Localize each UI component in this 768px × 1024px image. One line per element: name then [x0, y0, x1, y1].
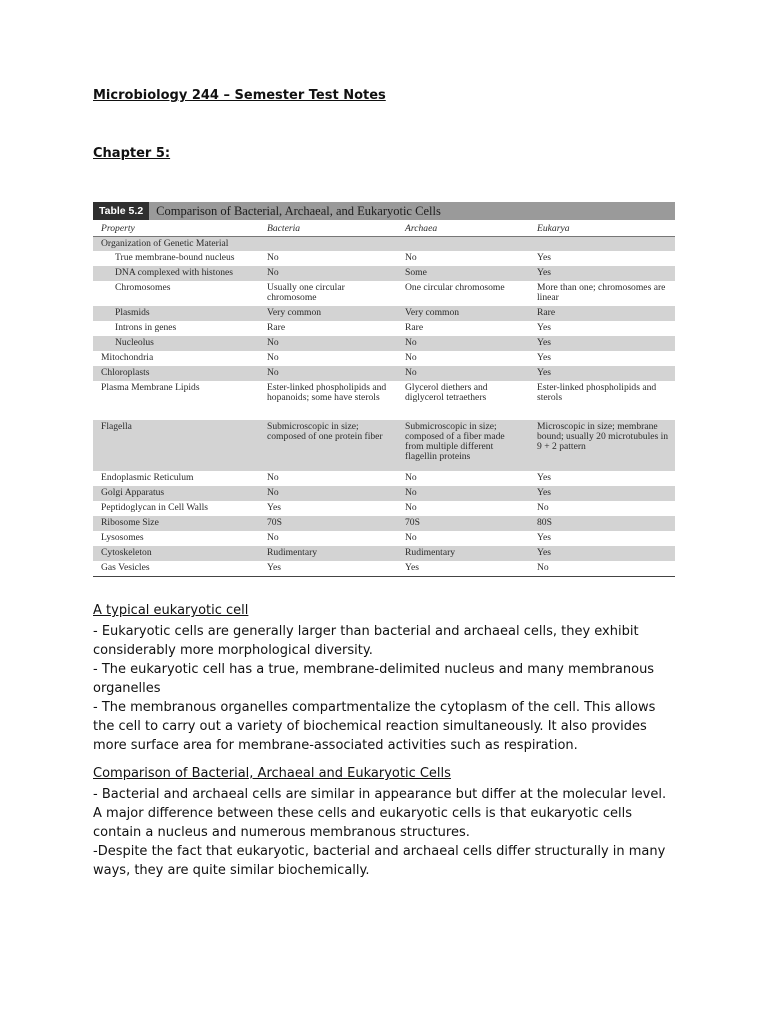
archaea-cell: No — [405, 352, 417, 363]
eukarya-cell: Ester-linked phospholipids and sterols — [537, 382, 657, 403]
archaea-cell: No — [397, 486, 529, 501]
archaea-cell: Rare — [405, 322, 424, 333]
bacteria-cell: Ester-linked phospholipids and hopanoids; some have sterols — [267, 382, 387, 403]
bacteria-cell: No — [259, 266, 397, 281]
document-title: Microbiology 244 – Semester Test Notes — [93, 88, 386, 103]
bacteria-cell: Yes — [267, 562, 281, 573]
table-caption — [93, 202, 675, 220]
archaea-cell: Very common — [397, 306, 529, 321]
property-cell: Chromosomes — [115, 282, 171, 293]
eukarya-cell: No — [537, 502, 549, 513]
property-cell: DNA complexed with histones — [93, 266, 259, 281]
bacteria-cell: No — [267, 352, 279, 363]
bacteria-cell — [259, 237, 397, 252]
property-cell: Ribosome Size — [93, 516, 259, 531]
eukarya-cell: Yes — [537, 532, 551, 543]
paragraph: - Bacterial and archaeal cells are similar in appearance but differ at the molecular level. A major difference between these cells and eukaryotic cells is that eukaryotic cells contain a nucleus and numerous membranous structures. — [93, 787, 667, 840]
archaea-cell: Some — [397, 266, 529, 281]
archaea-cell: No — [397, 336, 529, 351]
paragraph: -Despite the fact that eukaryotic, bacterial and archaeal cells differ structurally in many ways, they are quite similar biochemically. — [93, 844, 666, 878]
property-cell: Gas Vesicles — [101, 562, 150, 573]
table-row — [93, 486, 675, 501]
archaea-cell — [397, 237, 529, 252]
bacteria-cell: Submicroscopic in size; composed of one protein fiber — [259, 420, 397, 471]
paragraph: - Eukaryotic cells are generally larger than bacterial and archaeal cells, they exhibit considerably more morphological diversity. — [93, 624, 639, 658]
property-cell: True membrane-bound nucleus — [115, 252, 235, 263]
archaea-cell: Rudimentary — [397, 546, 529, 561]
table-row — [93, 266, 675, 281]
archaea-cell: No — [405, 252, 417, 263]
comparison-table-figure — [93, 202, 675, 591]
bacteria-cell: No — [267, 472, 279, 483]
property-cell: Peptidoglycan in Cell Walls — [101, 502, 208, 513]
table-row — [93, 237, 675, 252]
property-cell: Mitochondria — [101, 352, 154, 363]
bacteria-cell: No — [259, 336, 397, 351]
archaea-cell: One circular chromosome — [405, 282, 505, 293]
eukarya-cell: Yes — [529, 366, 675, 381]
table-row — [93, 336, 675, 351]
eukarya-cell — [529, 237, 675, 252]
eukarya-cell: Yes — [537, 352, 551, 363]
column-header-property: Property — [93, 220, 259, 237]
eukarya-cell: No — [537, 562, 549, 573]
table-row — [93, 366, 675, 381]
section-heading-comparison: Comparison of Bacterial, Archaeal and Eukaryotic Cells — [93, 766, 451, 781]
bacteria-cell: Yes — [267, 502, 281, 513]
section-heading-eukaryotic-cell: A typical eukaryotic cell — [93, 603, 249, 618]
property-cell: Lysosomes — [101, 532, 144, 543]
table-row — [93, 531, 675, 546]
property-cell: Plasma Membrane Lipids — [101, 382, 200, 393]
eukarya-cell: Yes — [529, 546, 675, 561]
bacteria-cell: Usually one circular chromosome — [267, 282, 345, 303]
table-row — [93, 420, 675, 471]
property-cell: Organization of Genetic Material — [93, 237, 259, 252]
bacteria-cell: Very common — [259, 306, 397, 321]
property-cell: Golgi Apparatus — [93, 486, 259, 501]
bacteria-cell: No — [267, 532, 279, 543]
table-row — [93, 321, 675, 336]
column-header-bacteria: Bacteria — [259, 220, 397, 237]
bacteria-cell: 70S — [259, 516, 397, 531]
eukarya-cell: 80S — [529, 516, 675, 531]
archaea-cell: Submicroscopic in size; composed of a fiber made from multiple different flagellin proteins — [397, 420, 529, 471]
table-body — [93, 237, 675, 577]
property-cell: Endoplasmic Reticulum — [101, 472, 194, 483]
archaea-cell: No — [397, 366, 529, 381]
paragraph: - The eukaryotic cell has a true, membrane-delimited nucleus and many membranous organelles — [93, 662, 655, 696]
table-row — [93, 516, 675, 531]
column-header-archaea: Archaea — [397, 220, 529, 237]
eukarya-cell: Yes — [537, 322, 551, 333]
eukarya-cell: More than one; chromosomes are linear — [537, 282, 666, 303]
paragraph: - The membranous organelles compartmentalize the cytoplasm of the cell. This allows the cell to carry out a variety of biochemical reaction simultaneously. It also provides more surface area for membrane-associated activities such as respiration. — [93, 700, 656, 753]
table-row — [93, 546, 675, 561]
bacteria-cell: Rare — [267, 322, 286, 333]
eukarya-cell: Rare — [529, 306, 675, 321]
table-row — [93, 381, 675, 420]
bacteria-cell: No — [259, 486, 397, 501]
table-header-row — [93, 220, 675, 237]
archaea-cell: No — [405, 532, 417, 543]
table-row — [93, 306, 675, 321]
table-bottom-rule — [93, 576, 675, 577]
column-header-eukarya: Eukarya — [529, 220, 675, 237]
archaea-cell: No — [405, 472, 417, 483]
archaea-cell: No — [405, 502, 417, 513]
property-cell: Introns in genes — [115, 322, 177, 333]
table-number: Table 5.2 — [93, 202, 149, 220]
eukarya-cell: Yes — [537, 472, 551, 483]
eukarya-cell: Yes — [537, 252, 551, 263]
table-row — [93, 561, 675, 576]
eukarya-cell: Microscopic in size; membrane bound; usually 20 microtubules in 9 + 2 pattern — [529, 420, 675, 471]
property-cell: Chloroplasts — [93, 366, 259, 381]
bacteria-cell: Rudimentary — [259, 546, 397, 561]
property-cell: Cytoskeleton — [93, 546, 259, 561]
table-row — [93, 251, 675, 266]
comparison-table — [93, 220, 675, 576]
chapter-heading: Chapter 5: — [93, 146, 171, 161]
table-row — [93, 471, 675, 486]
bacteria-cell: No — [267, 252, 279, 263]
eukarya-cell: Yes — [529, 266, 675, 281]
table-title: Comparison of Bacterial, Archaeal, and Eukaryotic Cells — [156, 203, 441, 218]
archaea-cell: Yes — [405, 562, 419, 573]
property-cell: Nucleolus — [93, 336, 259, 351]
table-row — [93, 351, 675, 366]
table-row — [93, 501, 675, 516]
archaea-cell: 70S — [397, 516, 529, 531]
eukarya-cell: Yes — [529, 336, 675, 351]
archaea-cell: Glycerol diethers and diglycerol tetraethers — [405, 382, 488, 403]
property-cell: Plasmids — [93, 306, 259, 321]
property-cell: Flagella — [93, 420, 259, 471]
eukarya-cell: Yes — [529, 486, 675, 501]
bacteria-cell: No — [259, 366, 397, 381]
table-row — [93, 281, 675, 306]
